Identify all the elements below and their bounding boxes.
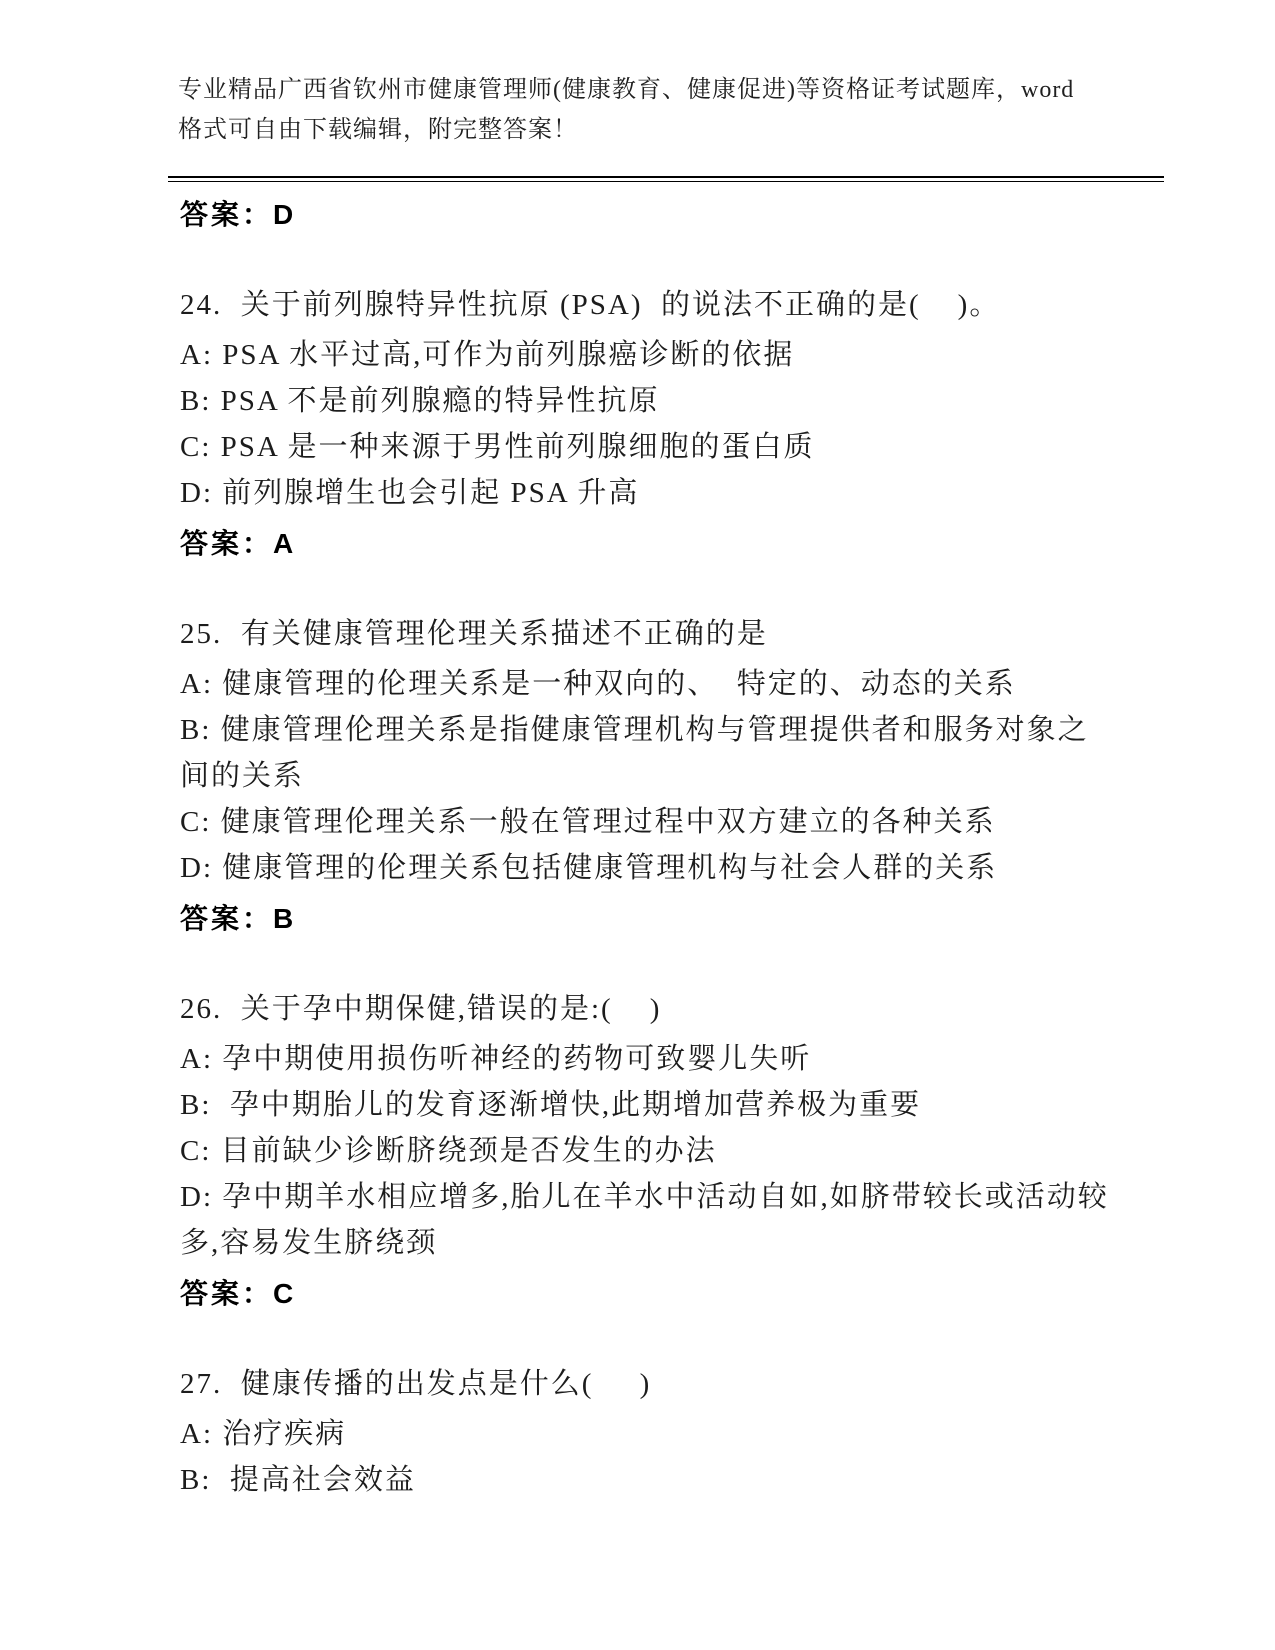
answer-line-previous-question: 答案：D [180,199,297,230]
question-24 [180,282,1110,567]
document-body [180,192,1110,1503]
question-25-option-c: C: 健康管理伦理关系一般在管理过程中双方建立的各种关系 [180,806,996,838]
question-27-title: 27. 健康传播的出发点是什么( ) [180,1368,652,1400]
question-26-option-d: D: 孕中期羊水相应增多,胎儿在羊水中活动自如,如脐带较长或活动较多,容易发生脐绕颈 [180,1181,1109,1259]
question-25-option-a: A: 健康管理的伦理关系是一种双向的、 特定的、动态的关系 [180,668,1016,700]
question-25-title: 25. 有关健康管理伦理关系描述不正确的是 [180,618,768,650]
question-26-title: 26. 关于孕中期保健,错误的是:( ) [180,993,662,1025]
document-header [178,70,1118,150]
question-24-option-d: D: 前列腺增生也会引起 PSA 升高 [180,477,640,509]
question-25-option-d: D: 健康管理的伦理关系包括健康管理机构与社会人群的关系 [180,852,998,884]
question-26-option-a: A: 孕中期使用损伤听神经的药物可致婴儿失听 [180,1043,812,1075]
question-26-option-b: B: 孕中期胎儿的发育逐渐增快,此期增加营养极为重要 [180,1089,922,1121]
question-24-option-a: A: PSA 水平过高,可作为前列腺癌诊断的依据 [180,339,795,371]
header-text-line1: 专业精品广西省钦州市健康管理师(健康教育、健康促进)等资格证考试题库，word [178,77,1075,103]
question-24-option-c: C: PSA 是一种来源于男性前列腺细胞的蛋白质 [180,431,815,463]
question-26 [180,986,1110,1317]
header-divider [168,176,1164,182]
question-26-option-c: C: 目前缺少诊断脐绕颈是否发生的办法 [180,1135,717,1167]
question-24-option-b: B: PSA 不是前列腺瘾的特异性抗原 [180,385,660,417]
question-27 [180,1361,1110,1503]
header-text-line2: 格式可自由下载编辑，附完整答案！ [178,117,578,143]
question-24-title: 24. 关于前列腺特异性抗原 (PSA) 的说法不正确的是( )。 [180,289,1001,321]
question-27-option-b: B: 提高社会效益 [180,1464,416,1496]
answer-line-question-25: 答案：B [180,903,297,934]
answer-line-question-26: 答案：C [180,1278,297,1309]
question-25-option-b: B: 健康管理伦理关系是指健康管理机构与管理提供者和服务对象之间的关系 [180,714,1089,792]
question-25 [180,611,1110,942]
question-27-option-a: A: 治疗疾病 [180,1418,347,1450]
answer-line-question-24: 答案：A [180,528,297,559]
